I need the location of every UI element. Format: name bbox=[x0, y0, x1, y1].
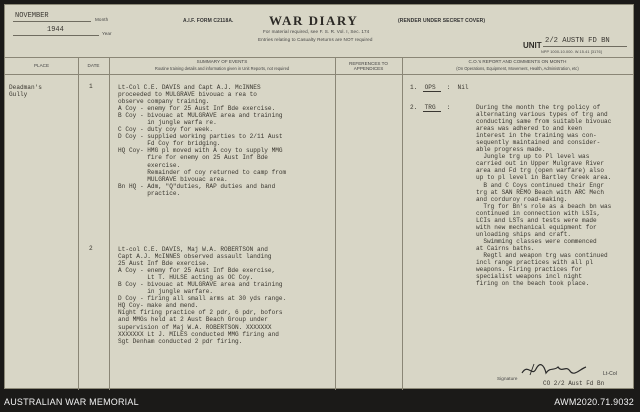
date-1: 1 bbox=[89, 83, 93, 90]
footer-accession: AWM2020.71.9032 bbox=[554, 397, 634, 407]
col-date: DATE bbox=[87, 63, 100, 68]
footer-credit: AUSTRALIAN WAR MEMORIAL bbox=[4, 397, 139, 407]
co-report: During the month the trg policy of alternating various types of trg and conducting same from suitable bivouac areas was adhered to and keen interest in the training was con- sequently maintained and consider- able progress made. Jungle trg up to Pl level was carried out in Upper Mulgrave River area and Fd trg (open warfare) also up to pl level in Bartley Creek area. B and C Coys continued their Engr trg at SAN REMO Beach with ARC Mech and corduroy road-making. Trg for Bn's role as a beach bn was continued in connection with LSIs, LCIs and LSTs and tests were made with new mechanical equipment for unloading ships and craft. Swimming classes were commenced at Cairns baths. Regtl and weapon trg was continued incl range practices with all pl weapons. Firing practices for specialist weapons incl night firing on the beach took place. bbox=[476, 104, 612, 288]
unit-caption: UNIT bbox=[523, 41, 542, 50]
diary-title: WAR DIARY bbox=[269, 13, 359, 28]
footer-bar bbox=[0, 391, 640, 412]
ref-ops: 1. OPS : Nil bbox=[410, 84, 469, 91]
month-value: NOVEMBER bbox=[15, 12, 49, 20]
col-refs: REFERENCES TO APPENDICES bbox=[349, 61, 388, 71]
secrecy-note: (RENDER UNDER SECRET COVER) bbox=[398, 18, 486, 24]
form-code: A.I.F. FORM C2118A. bbox=[183, 18, 234, 24]
col-summary: SUMMARY OF EVENTS bbox=[196, 59, 248, 64]
instructions-2: Entries relating to Casualty Returns are NOT required bbox=[258, 37, 373, 42]
col-place: PLACE bbox=[33, 63, 50, 68]
unit-value: 2/2 AUSTN FD BN bbox=[545, 37, 610, 45]
year-value: 1944 bbox=[47, 26, 64, 34]
signature-rank: Lt-Col bbox=[603, 371, 617, 377]
signature-unit: CO 2/2 Aust Fd Bn bbox=[543, 380, 605, 387]
war-diary-sheet bbox=[4, 4, 634, 389]
month-caption: Month bbox=[95, 17, 109, 22]
signature-scrawl bbox=[520, 361, 590, 379]
summary-day-2: Lt-col C.E. DAVIS, Maj W.A. ROBERTSON and Capt A.J. McINNES observed assault landing 25 Aust Inf Bde exercise. A Coy - enemy for 25 Aust Inf Bde exercise, Lt T. HULSE acting as OC Coy. B Coy - bivouac at MULGRAVE area and training in jungle warfare. D Coy - firing all small arms at 30 yds range. HQ Coy- make and mend. Night firing practice of 2 pdr, 6 pdr, bofors and MMGs held at 2 Aust Beach Group under supervision of Maj W.A. ROBERTSON. XXXXXXX XXXXXXX Lt J. MILES conducted MMG firing and Sgt Denham conducted 2 pdr firing. bbox=[118, 246, 287, 345]
print-line: NPP 1000-10.000. W.15.41 [3176] bbox=[541, 50, 602, 54]
date-2: 2 bbox=[89, 245, 93, 252]
summary-day-1: Lt-Col C.E. DAVIS and Capt A.J. McINNES proceeded to MULGRAVE bivouac a rea to observe company training. A Coy - enemy for 25 Aust Inf Bde exercise. B Coy - bivouac at MULGRAVE area and training in jungle warfa re. C Coy - duty coy for week. D Coy - supplied working parties to 2/11 Aust Fd Coy for bridging. HQ Coy- HMG pl moved with A coy to supply MMG fire for enemy on 25 Aust Inf Bde exercise. Remainder of coy returned to camp from MULGRAVE bivouac area. Bn HQ - Adm, "Q"duties, RAP duties and band practice. bbox=[118, 84, 287, 197]
instructions: For material required, see F. S. R. Vol. I, Sec. 174 bbox=[263, 29, 370, 34]
col-summary-sub: Routine training details and information given in Unit Reports, not required bbox=[154, 66, 290, 71]
ref-trg: 2. TRG : bbox=[410, 104, 451, 111]
signature-caption: Signature bbox=[497, 376, 518, 381]
col-cos: C.O.'s REPORT AND COMMENTS ON MONTH bbox=[468, 59, 567, 64]
place-entry: Deadman's Gully bbox=[9, 84, 42, 99]
year-caption: Year bbox=[102, 31, 112, 36]
col-cos-sub: (On Operations, Equipment, Movement, Health, Administration, etc) bbox=[456, 66, 579, 71]
